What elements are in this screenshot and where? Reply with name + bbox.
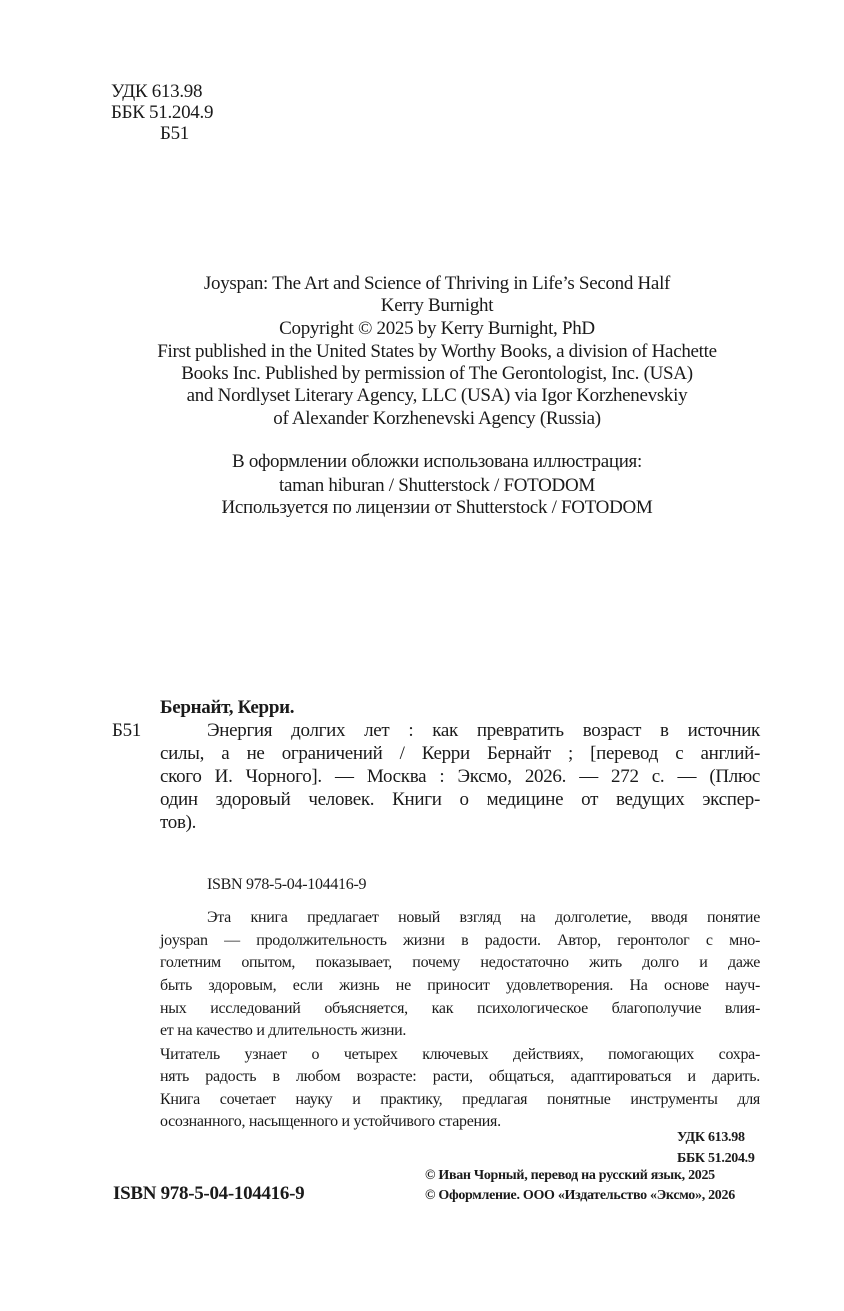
original-title: Joyspan: The Art and Science of Thriving in Life’s Second Half <box>203 273 671 294</box>
translation-copyright: © Иван Чорный, перевод на русский язык, 2025 <box>425 1168 715 1183</box>
rights-line: Books Inc. Published by permission of The Gerontologist, Inc. (USA) <box>181 363 693 384</box>
entry-sign: Б51 <box>112 720 142 741</box>
abstract-line: Читатель узнает о четырех ключевых действиях, помогающих сохра- <box>160 1046 760 1063</box>
abstract-line: осознанного, насыщенного и устойчивого старения. <box>160 1113 501 1130</box>
abstract-line: быть здоровым, если жизнь не приносит удовлетворения. На основе науч- <box>160 977 760 994</box>
design-copyright: © Оформление. ООО «Издательство «Эксмо», 2026 <box>425 1188 735 1203</box>
entry-line: Энергия долгих лет : как превратить возраст в источник <box>207 720 760 741</box>
entry-author: Бернайт, Керри. <box>160 697 295 718</box>
copyright-line: Copyright © 2025 by Kerry Burnight, PhD <box>279 318 595 339</box>
abstract-line: голетним опытом, показывает, почему недостаточно жить долго и даже <box>160 954 760 971</box>
entry-line: силы, а не ограничений / Керри Бернайт ; [перевод с англий- <box>160 743 760 764</box>
udk-code: УДК 613.98 <box>111 81 203 102</box>
cover-credit-line: В оформлении обложки использована иллюстрация: <box>232 451 642 472</box>
entry-line: один здоровый человек. Книги о медицине от ведущих экспер- <box>160 789 760 810</box>
abstract-line: Эта книга предлагает новый взгляд на долголетие, вводя понятие <box>207 909 760 926</box>
rights-line: of Alexander Korzhenevski Agency (Russia) <box>273 408 601 429</box>
entry-isbn: ISBN 978-5-04-104416-9 <box>207 876 367 893</box>
entry-line: ского И. Чорного]. — Москва : Эксмо, 2026. — 272 с. — (Плюс <box>160 766 760 787</box>
abstract-line: нять радость в любом возрасте: расти, общаться, адаптироваться и дарить. <box>160 1068 760 1085</box>
rights-line: First published in the United States by Worthy Books, a division of Hachette <box>157 341 717 362</box>
cover-credit-line: taman hiburan / Shutterstock / FOTODOM <box>279 475 595 496</box>
abstract-line: ных исследований объясняется, как психологическое благополучие влия- <box>160 1000 760 1017</box>
bottom-isbn: ISBN 978-5-04-104416-9 <box>113 1183 305 1204</box>
abstract-line: ет на качество и длительность жизни. <box>160 1022 407 1039</box>
bottom-udk: УДК 613.98 <box>677 1130 745 1145</box>
abstract-line: Книга сочетает науку и практику, предлагая понятные инструменты для <box>160 1091 760 1108</box>
bbk-code: ББК 51.204.9 <box>111 102 214 123</box>
bottom-bbk: ББК 51.204.9 <box>677 1151 755 1166</box>
rights-line: and Nordlyset Literary Agency, LLC (USA) via Igor Korzhenevskiy <box>186 385 688 406</box>
cover-credit-line: Используется по лицензии от Shutterstock / FOTODOM <box>221 497 653 518</box>
entry-line: тов). <box>160 812 197 833</box>
abstract-line: joyspan — продолжительность жизни в радости. Автор, геронтолог с мно- <box>160 932 760 949</box>
author-sign: Б51 <box>160 123 190 144</box>
original-author: Kerry Burnight <box>380 295 494 316</box>
